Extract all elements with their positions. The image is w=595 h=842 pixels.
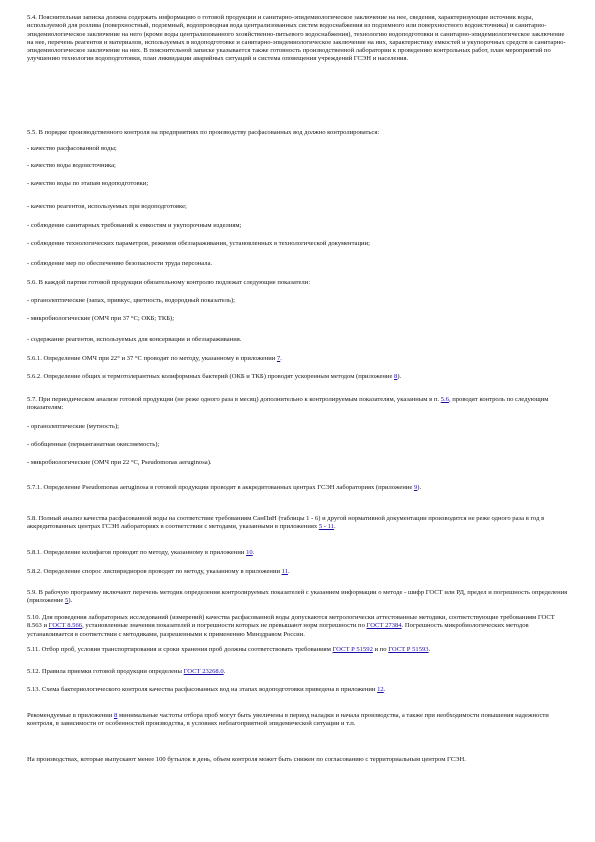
document-link[interactable]: 8 xyxy=(114,712,118,719)
paragraph xyxy=(27,614,569,639)
paragraph-text: ). xyxy=(68,597,73,605)
paragraph-text: - качество расфасованной воды; xyxy=(27,145,117,152)
paragraph-text: 5.7. При периодическом анализе готовой продукции (не реже одного раза в месяц) дополнительно к контролируемым показателям, указанным в п. xyxy=(27,396,441,403)
paragraph-text: 5.13. Схема бактериологического контроля качества расфасованных вод на этапах водоподготовки приведена в приложении xyxy=(27,686,378,693)
paragraph-text: 5.8.1. Определение колифагов проводят по методу, указанному в приложении xyxy=(27,549,247,556)
paragraph-text: . Погрешность микробиологических методов устанавливается в соответствии с методиками, разрешенными к применению Минздравом России. xyxy=(27,622,529,638)
document-link[interactable]: ГОСТ Р 51593 xyxy=(388,646,429,653)
paragraph-text: - обобщенные (перманганатная окисляемость); xyxy=(27,441,160,448)
paragraph xyxy=(27,315,569,323)
paragraph-text: - качество воды по этапам водоподготовки; xyxy=(27,180,149,187)
paragraph-text: - качество воды водоисточника; xyxy=(27,162,116,169)
paragraph xyxy=(27,162,569,170)
paragraph xyxy=(27,14,569,64)
paragraph-text: 5.6.2. Определение общих и термотолерантных колиформных бактерий (ОКБ и ТКБ) проводят ускоренным методом (приложение xyxy=(27,373,395,380)
paragraph xyxy=(27,129,569,137)
document-link[interactable]: ГОСТ Р 51592 xyxy=(332,646,373,653)
paragraph-text: - соблюдение санитарных требований к емкостям и укупорочным изделиям; xyxy=(27,222,242,229)
paragraph-text: - соблюдение мер по обеспечению безопасности труда персонала. xyxy=(27,260,213,267)
paragraph xyxy=(27,203,569,211)
paragraph xyxy=(27,589,569,606)
paragraph-text: - соблюдение технологических параметров, режимов обеззараживания, установленных в технологической документации; xyxy=(27,240,370,247)
paragraph-text: Рекомендуемые в приложении xyxy=(27,712,115,719)
paragraph xyxy=(27,686,569,694)
paragraph xyxy=(27,756,569,764)
paragraph xyxy=(27,145,569,153)
paragraph xyxy=(27,373,569,381)
paragraph xyxy=(27,355,569,363)
paragraph xyxy=(27,423,569,431)
paragraph xyxy=(27,549,569,557)
paragraph xyxy=(27,668,569,676)
document-link[interactable]: 12 xyxy=(377,686,384,693)
paragraph-text: 5.9. В рабочую программу включают перечень методик определения контролируемых показателей с указанием информации о методе - шифр ГОСТ или РД, предел и погрешность определения (приложение xyxy=(27,589,568,605)
document-link[interactable]: 5 xyxy=(65,597,69,605)
paragraph xyxy=(27,459,569,467)
paragraph xyxy=(27,336,569,344)
paragraph xyxy=(27,297,569,305)
document-link[interactable]: 8 xyxy=(394,373,398,380)
paragraph-text: 5.7.1. Определение Pseudomonas aeruginosa в готовой продукции проводят в аккредитованных центрах ГСЭН лабораториях (приложение xyxy=(27,484,414,491)
paragraph xyxy=(27,484,569,492)
paragraph-text: . xyxy=(288,568,290,575)
document-link[interactable]: ГОСТ 23268.0 xyxy=(183,668,224,675)
paragraph-text: 5.12. Правила приемки готовой продукции определены xyxy=(27,668,184,675)
paragraph-text: - микробиологические (ОМЧ при 37 °С; ОКБ; ТКБ); xyxy=(27,315,175,322)
paragraph-text: - микробиологические (ОМЧ при 22 °С, Pseudomonas aeruginosa). xyxy=(27,459,212,466)
document-link[interactable]: ГОСТ 8.566 xyxy=(48,622,83,630)
paragraph-text: - органолептические (мутность); xyxy=(27,423,119,430)
paragraph-text: 5.6.1. Определение ОМЧ при 22° и 37 °С проводят по методу, указанному в приложении xyxy=(27,355,277,362)
paragraph-text: - органолептические (запах, привкус, цветность, водородный показатель); xyxy=(27,297,235,304)
paragraph-text: . xyxy=(383,686,386,693)
paragraph xyxy=(27,712,569,729)
paragraph xyxy=(27,396,569,413)
document-link[interactable]: 5 - 11 xyxy=(318,523,334,531)
document-link[interactable]: 5.6 xyxy=(440,396,449,403)
paragraph-text: 5.4. Пояснительная записка должна содержать информацию о готовой продукции и санитарно-эпидемиологическое заключение на нее, сведения, характеризующие источник воды, используемой для розлива (поверхностный, подземный, водопроводная вода централизованных систем водоснабжения из подземного или поверхностного водоисточника) и санитарно-эпидемиологическое заключение на него (кроме воды централизованного хозяйственно-питьевого водоснабжения), технологию водоподготовки и санитарно-эпидемиологическое заключение на нее, перечень реагентов и материалов, используемых в водоподготовке и санитарно-эпидемиологическое заключение на них, характеристику емкостей и укупорочных средств и санитарно-эпидемиологическое заключение на них. В пояснительной записке указывается также готовность производственной лаборатории к проведению контрольных работ, план мероприятий по улучшению технологии водоподготовки, план ликвидации аварийных ситуаций и система оповещения учреждений ГСЭН и населения. xyxy=(27,14,566,63)
paragraph-text: - качество реагентов, используемых при водоподготовке; xyxy=(27,203,187,210)
paragraph-text: 5.10. Для проведения лабораторных исследований (измерений) качества расфасованной воды допускаются метрологически аттестованные методики, соответствующие требованиям ГОСТ 8.563 и xyxy=(27,614,555,630)
paragraph xyxy=(27,279,569,287)
paragraph-text: 5.8.2. Определение спорос лиспиридиоров проводят по методу, указанному в приложении xyxy=(27,568,282,575)
paragraph-text: 5.5. В порядке производственного контроля на предприятиях по производству расфасованных вод должно контролироваться: xyxy=(27,129,380,136)
paragraph xyxy=(27,240,569,248)
paragraph-text: На производствах, которые выпускают менее 100 бутылок в день, объем контроля может быть снижен по согласованию с территориальным центром ГСЭН. xyxy=(27,756,466,763)
paragraph-text: . xyxy=(428,646,431,653)
paragraph-text: 5.6. В каждой партии готовой продукции обязательному контролю подлежат следующие показатели: xyxy=(27,279,311,286)
paragraph xyxy=(27,180,569,188)
paragraph-text: минимальные частоты отбора проб могут быть увеличены в период наладки и начала производства, а также при необходимости повышения надежности контроля, в зависимости от особенностей производства, в условиях неблагоприятной эпидемической ситуации и т.п. xyxy=(27,712,549,728)
paragraph xyxy=(27,515,569,532)
paragraph-text: , установленные значения показателей и погрешности которых не превышают норм погрешности по xyxy=(82,622,367,630)
paragraph-text: . xyxy=(223,668,226,675)
document-link[interactable]: 10 xyxy=(246,549,253,556)
document-link[interactable]: 11 xyxy=(281,568,289,575)
document-link[interactable]: 9 xyxy=(413,484,418,491)
paragraph xyxy=(27,222,569,230)
paragraph-text: 5.11. Отбор проб, условия транспортирования и сроки хранения проб должны соответствовать требованиям xyxy=(27,646,333,653)
paragraph xyxy=(27,646,569,654)
paragraph xyxy=(27,441,569,449)
paragraph xyxy=(27,568,569,576)
paragraph-text: ). xyxy=(397,373,402,380)
paragraph-text: , проводят контроль по следующим показателям: xyxy=(27,396,549,412)
paragraph xyxy=(27,260,569,268)
paragraph-text: . xyxy=(333,523,336,531)
paragraph-text: ). xyxy=(417,484,422,491)
document-link[interactable]: ГОСТ 27384 xyxy=(366,622,402,630)
paragraph-text: 5.8. Полный анализ качества расфасованной воды на соответствие требованиям СанПиН (таблицы 1 - 6) и другой нормативной документации производится не реже одного раза в год в аккредитованных центрах ГСЭН лабораториях в соответствии с методами, указанными в приложениях xyxy=(27,515,545,531)
paragraph-text: . xyxy=(280,355,282,362)
paragraph-text: . xyxy=(252,549,255,556)
paragraph-text: и по xyxy=(372,646,389,653)
paragraph-text: - содержание реагентов, используемых для консервации и обеззараживания. xyxy=(27,336,242,343)
document-link[interactable]: 7 xyxy=(276,355,281,362)
